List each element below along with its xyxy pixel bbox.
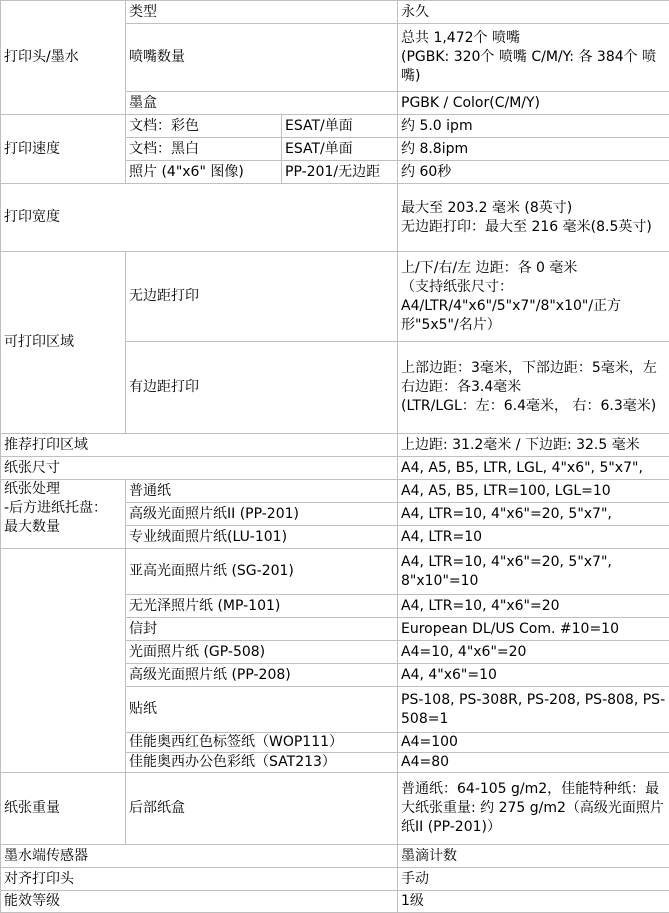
print-width-borderless: 无边距打印：最大至 216 毫米(8.5英寸) [401, 218, 667, 237]
row-printhead-type [1, 1, 669, 24]
speed-doc-color-value: 约 5.0 ipm [398, 115, 669, 138]
paper-type-name: 信封 [126, 618, 398, 641]
paper-weight-value: 普通纸：64-105 g/m2，佳能特种纸：最大纸张重量: 约 275 g/m2（高级光面照片纸II (PP-201)） [398, 773, 669, 845]
paper-type-capacity: A4, LTR=10 [398, 526, 669, 549]
paper-type-name: 无光泽照片纸 (MP-101) [126, 595, 398, 618]
bordered-ltr-lgl: (LTR/LGL：左：6.4毫米， 右：6.3毫米) [401, 397, 667, 416]
speed-photo-value: 约 60秒 [398, 161, 669, 184]
paper-handling-title: 纸张处理 [4, 480, 123, 499]
alignment-value: 手动 [398, 868, 669, 891]
paper-handling-max: 最大数量 [4, 518, 123, 537]
speed-doc-bw-value: 约 8.8ipm [398, 138, 669, 161]
borderless-value [398, 252, 669, 342]
ink-tank-value: PGBK / Color(C/M/Y) [398, 92, 669, 115]
paper-handling-tray: -后方进纸托盘： [4, 499, 123, 518]
row-paper-weight [1, 773, 669, 845]
bordered-value [398, 342, 669, 434]
row-energy [1, 891, 669, 913]
row-recommended-area [1, 434, 669, 457]
bordered-margins: 上部边距：3毫米，下部边距：5毫米，左右边距：各3.4毫米 [401, 359, 667, 397]
speed-photo-standard: PP-201/无边距 [282, 161, 398, 184]
ink-sensor-value: 墨滴计数 [398, 845, 669, 868]
nozzle-total: 总共 1,472个 喷嘴 [401, 29, 667, 48]
paper-type-capacity: A4, LTR=10, 4"x6"=20 [398, 595, 669, 618]
paper-type-name: 贴纸 [126, 687, 398, 733]
table-row [1, 480, 669, 503]
row-speed-doc-color [1, 115, 669, 138]
paper-type-capacity: A4, 4"x6"=10 [398, 664, 669, 687]
paper-type-name: 高级光面照片纸II (PP-201) [126, 503, 398, 526]
speed-photo-label: 照片 (4"x6" 图像) [126, 161, 282, 184]
paper-type-capacity: PS-108, PS-308R, PS-208, PS-808, PS-508=1 [398, 687, 669, 733]
borderless-margins: 上/下/右/左 边距：各 0 毫米 [401, 259, 667, 278]
speed-doc-color-standard: ESAT/单面 [282, 115, 398, 138]
paper-type-capacity: A4, LTR=10, 4"x6"=20, 5"x7", 8"x10"=10 [398, 549, 669, 595]
nozzle-label: 喷嘴数量 [126, 24, 398, 92]
row-alignment [1, 868, 669, 891]
speed-doc-bw-label: 文档：黑白 [126, 138, 282, 161]
paper-weight-tray: 后部纸盒 [126, 773, 398, 845]
speed-doc-color-label: 文档：彩色 [126, 115, 282, 138]
speed-doc-bw-standard: ESAT/单面 [282, 138, 398, 161]
paper-weight-label: 纸张重量 [1, 773, 126, 845]
paper-type-name: 佳能奥西红色标签纸（WOP111） [126, 733, 398, 753]
nozzle-breakdown: (PGBK: 320个 喷嘴 C/M/Y: 各 384个 喷嘴) [401, 48, 667, 86]
bordered-label: 有边距打印 [126, 342, 398, 434]
row-area-borderless [1, 252, 669, 342]
paper-type-capacity: European DL/US Com. #10=10 [398, 618, 669, 641]
printhead-label: 打印头/墨水 [1, 1, 126, 115]
printhead-type-value: 永久 [398, 1, 669, 24]
alignment-label: 对齐打印头 [1, 868, 398, 891]
paper-size-label: 纸张尺寸 [1, 457, 398, 480]
print-width-value [398, 184, 669, 252]
paper-type-name: 亚高光面照片纸 (SG-201) [126, 549, 398, 595]
paper-type-name: 高级光面照片纸 (PP-208) [126, 664, 398, 687]
print-width-label: 打印宽度 [1, 184, 398, 252]
borderless-label: 无边距打印 [126, 252, 398, 342]
ink-tank-label: 墨盒 [126, 92, 398, 115]
row-ink-sensor [1, 845, 669, 868]
paper-type-capacity: A4, A5, B5, LTR=100, LGL=10 [398, 480, 669, 503]
nozzle-value [398, 24, 669, 92]
speed-label: 打印速度 [1, 115, 126, 184]
paper-size-value: A4, A5, B5, LTR, LGL, 4"x6", 5"x7", [398, 457, 669, 480]
paper-type-name: 专业绒面照片纸(LU-101) [126, 526, 398, 549]
printhead-type-label: 类型 [126, 1, 398, 24]
paper-handling-label [1, 480, 126, 549]
row-print-width [1, 184, 669, 252]
paper-type-name: 普通纸 [126, 480, 398, 503]
paper-type-name: 佳能奥西办公色彩纸（SAT213） [126, 753, 398, 773]
borderless-sizes: （支持纸张尺寸：A4/LTR/4"x6"/5"x7"/8"x10"/正方形"5x5"/名片） [401, 278, 667, 335]
energy-value: 1级 [398, 891, 669, 913]
paper-type-capacity: A4=10, 4"x6"=20 [398, 641, 669, 664]
paper-type-capacity: A4=80 [398, 753, 669, 773]
energy-label: 能效等级 [1, 891, 398, 913]
paper-type-capacity: A4=100 [398, 733, 669, 753]
print-width-max: 最大至 203.2 毫米 (8英寸) [401, 199, 667, 218]
paper-type-name: 光面照片纸 (GP-508) [126, 641, 398, 664]
recommended-area-value: 上边距: 31.2毫米 / 下边距: 32.5 毫米 [398, 434, 669, 457]
paper-type-capacity: A4, LTR=10, 4"x6"=20, 5"x7", [398, 503, 669, 526]
ink-sensor-label: 墨水端传感器 [1, 845, 398, 868]
paper-handling-spacer [1, 549, 126, 773]
row-paper-size [1, 457, 669, 480]
table-row [1, 549, 669, 595]
printable-area-label: 可打印区域 [1, 252, 126, 434]
recommended-area-label: 推荐打印区域 [1, 434, 398, 457]
